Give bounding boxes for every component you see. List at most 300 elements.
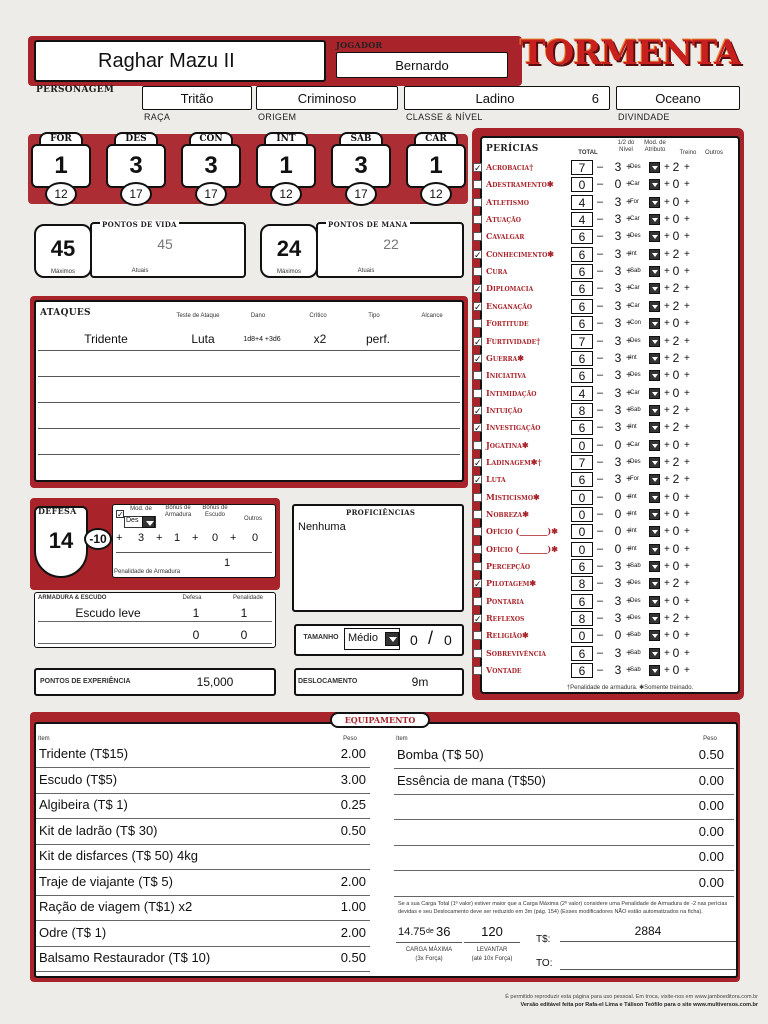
skill-trained-checkbox[interactable] [473, 545, 482, 554]
defense-check[interactable]: ✓ [117, 510, 124, 519]
skill-row[interactable] [472, 420, 724, 437]
skills-total-label: TOTAL [578, 150, 598, 156]
skill-trained-checkbox[interactable]: ✓ [474, 475, 482, 486]
chevron-down-icon[interactable] [649, 509, 660, 520]
skill-trained-checkbox[interactable]: ✓ [474, 614, 482, 625]
skill-row[interactable] [472, 524, 724, 541]
skill-trained-checkbox[interactable] [473, 180, 482, 189]
chevron-down-icon[interactable] [649, 526, 660, 537]
chevron-down-icon[interactable] [649, 665, 660, 676]
attribute-score[interactable]: 17 [120, 182, 152, 206]
plus-sign: + [626, 630, 632, 642]
minus-sign: – [597, 213, 604, 226]
equipment-item-weight[interactable]: 0.00 [698, 849, 724, 864]
skill-trained-checkbox[interactable]: ✓ [474, 423, 482, 434]
skill-trained-checkbox[interactable]: ✓ [474, 336, 482, 347]
skill-attr[interactable]: Sab [630, 632, 641, 639]
race-field[interactable] [142, 86, 252, 110]
skill-attr[interactable]: Des [630, 233, 641, 240]
skill-row[interactable] [472, 507, 724, 524]
skill-row[interactable] [472, 611, 724, 628]
plus-sign: + [664, 561, 670, 573]
skill-trained-checkbox[interactable] [473, 319, 482, 328]
equipment-row[interactable] [394, 794, 734, 820]
skill-row[interactable] [472, 403, 724, 420]
equipment-item-weight[interactable]: 0.00 [698, 798, 724, 813]
armor-penalty[interactable]: 1 [240, 606, 248, 620]
skill-row[interactable] [472, 247, 724, 264]
equipment-row[interactable] [36, 921, 370, 947]
skill-row[interactable] [472, 177, 724, 194]
skill-trained-checkbox[interactable] [473, 198, 482, 207]
chevron-down-icon[interactable] [649, 578, 660, 589]
skill-training[interactable]: 0 [672, 507, 680, 521]
skill-half-level: 3 [614, 559, 622, 574]
skill-row[interactable] [472, 160, 724, 177]
chevron-down-icon[interactable] [649, 370, 660, 381]
defense-shield[interactable] [34, 506, 88, 578]
skill-row[interactable] [472, 351, 724, 368]
equipment-item-weight[interactable]: 3.00 [340, 771, 366, 787]
equipment-row[interactable] [36, 768, 370, 794]
skill-trained-checkbox[interactable] [473, 597, 482, 606]
chevron-down-icon[interactable] [649, 405, 660, 416]
skill-half-level: 3 [614, 576, 622, 591]
equipment-row[interactable] [36, 819, 370, 845]
skill-row[interactable] [472, 386, 724, 403]
skill-trained-checkbox[interactable]: ✓ [474, 163, 482, 173]
chevron-down-icon[interactable] [649, 197, 660, 208]
skill-row[interactable] [472, 542, 724, 559]
minus-sign: – [597, 455, 604, 468]
skill-training[interactable]: 0 [672, 559, 680, 574]
attribute-sab[interactable] [331, 132, 391, 214]
plus-sign: + [684, 179, 690, 191]
skill-trained-checkbox[interactable] [473, 371, 482, 380]
equipment-row[interactable] [394, 820, 734, 846]
lift[interactable]: 120 [481, 924, 503, 939]
skill-attr[interactable]: Int [630, 545, 637, 552]
skill-attr[interactable]: Des [630, 458, 641, 465]
skill-trained-checkbox[interactable] [473, 631, 482, 640]
plus-sign: + [626, 422, 632, 434]
skill-training[interactable]: 0 [672, 229, 680, 244]
character-name-box[interactable] [34, 40, 326, 82]
attribute-value[interactable]: 3 [106, 144, 166, 188]
skill-trained-checkbox[interactable]: ✓ [474, 405, 482, 416]
attribute-con[interactable] [181, 132, 241, 214]
skill-training[interactable]: 0 [672, 385, 680, 400]
skill-trained-checkbox[interactable] [473, 389, 482, 398]
skill-attr[interactable]: Int [630, 354, 637, 361]
skill-trained-checkbox[interactable] [473, 441, 482, 450]
skill-row[interactable] [472, 628, 724, 645]
skill-trained-checkbox[interactable]: ✓ [474, 579, 482, 590]
skill-training[interactable]: 0 [672, 663, 680, 678]
equipment-item-name[interactable]: Algibeira (T$ 1) [39, 797, 128, 812]
deity-value: Oceano [655, 91, 701, 106]
skill-attr[interactable]: Sab [630, 649, 641, 656]
chevron-down-icon[interactable] [649, 318, 660, 329]
skill-row[interactable] [472, 472, 724, 489]
skill-attr[interactable]: Int [630, 250, 637, 257]
equipment-item-name[interactable]: Kit de disfarces (T$ 50) 4kg [39, 848, 198, 863]
total-load[interactable]: 14.75 [398, 926, 426, 938]
skill-training[interactable]: 0 [672, 628, 680, 643]
skill-attr[interactable]: Int [630, 528, 637, 535]
equipment-row[interactable] [394, 743, 734, 769]
size-label: TAMANHO [303, 634, 339, 641]
skill-attr[interactable]: Sab [630, 667, 641, 674]
equipment-item-name[interactable]: Ração de viagem (T$1) x2 [39, 899, 193, 914]
mp-current[interactable]: 22 [383, 236, 399, 252]
skill-name: Jogatina✱ [486, 439, 529, 450]
others-label: Outros [243, 516, 262, 522]
skill-attr[interactable]: Des [630, 615, 641, 622]
skill-training[interactable]: 2 [672, 611, 680, 626]
skill-row[interactable] [472, 438, 724, 455]
skill-training[interactable]: 0 [672, 593, 680, 608]
armor-row[interactable] [38, 626, 272, 644]
skill-row[interactable] [472, 264, 724, 281]
armor-defense[interactable]: 1 [192, 606, 200, 620]
skill-attr[interactable]: Car [630, 285, 640, 292]
attribute-score[interactable]: 12 [270, 182, 302, 206]
skill-training[interactable]: 0 [672, 264, 680, 279]
defense-others[interactable]: 0 [252, 532, 259, 544]
xp-value[interactable]: 15,000 [196, 675, 234, 689]
skill-row[interactable] [472, 195, 724, 212]
skill-training[interactable]: 0 [672, 194, 680, 209]
attack-header-damage: Dano [250, 313, 266, 319]
attribute-int[interactable] [256, 132, 316, 214]
skill-attr[interactable]: Car [630, 389, 640, 396]
skill-name: Misticismo✱ [486, 491, 540, 502]
chevron-down-icon[interactable] [649, 214, 660, 225]
chevron-down-icon[interactable] [649, 648, 660, 659]
defense-attr-select[interactable] [124, 516, 156, 528]
skill-total: 6 [571, 559, 593, 574]
skill-half-level: 3 [614, 194, 622, 209]
equipment-item-weight[interactable]: 0.25 [340, 797, 366, 812]
skill-training[interactable]: 0 [672, 541, 680, 556]
attack-test[interactable]: Luta [191, 332, 215, 346]
to-value[interactable] [560, 952, 736, 970]
equipment-row[interactable] [36, 870, 370, 896]
skill-training[interactable]: 0 [672, 212, 680, 227]
skill-row[interactable] [472, 212, 724, 229]
armor-penalty[interactable]: 0 [240, 628, 248, 642]
equipment-row[interactable] [36, 844, 370, 870]
skill-attr[interactable]: Des [630, 372, 641, 379]
skills-footnote: †Penalidade de armadura. ✱Somente treinado. [566, 685, 694, 691]
equipment-item-weight[interactable]: 0.00 [698, 772, 724, 788]
skill-trained-checkbox[interactable]: ✓ [474, 457, 482, 468]
chevron-down-icon[interactable] [649, 613, 660, 624]
skill-total: 8 [571, 576, 593, 591]
equipment-item-weight[interactable]: 0.50 [340, 822, 366, 838]
attack-name[interactable]: Tridente [84, 332, 128, 346]
attribute-value[interactable]: 3 [331, 144, 391, 188]
plus-sign: + [626, 231, 632, 243]
mp-max-box[interactable] [260, 224, 318, 278]
plus-sign: + [626, 196, 632, 208]
equipment-item-weight[interactable]: 2.00 [340, 746, 366, 761]
skill-row[interactable] [472, 368, 724, 385]
chevron-down-icon[interactable] [649, 249, 660, 260]
skill-attr[interactable]: Car [630, 302, 640, 309]
skill-trained-checkbox[interactable] [473, 267, 482, 276]
equipment-item-name[interactable]: Traje de viajante (T$ 5) [39, 873, 173, 889]
equipment-row[interactable] [394, 845, 734, 871]
hp-current[interactable]: 45 [157, 236, 173, 252]
equipment-item-name[interactable]: Balsamo Restaurador (T$ 10) [39, 950, 211, 965]
plus-sign: + [664, 509, 670, 520]
skill-row[interactable] [472, 576, 724, 593]
equipment-row[interactable] [394, 769, 734, 795]
equipment-row[interactable] [36, 742, 370, 768]
minus-sign: – [597, 490, 604, 503]
plus-sign: + [626, 439, 632, 451]
skill-training[interactable]: 2 [672, 160, 680, 174]
skill-row[interactable] [472, 334, 724, 351]
attribute-score[interactable]: 17 [195, 182, 227, 206]
skill-trained-checkbox[interactable]: ✓ [474, 353, 482, 364]
skill-name: Sobrevivência [486, 647, 547, 658]
skill-attr[interactable]: Int [630, 511, 637, 517]
skill-training[interactable]: 0 [672, 645, 680, 660]
equipment-item-name[interactable]: Kit de ladrão (T$ 30) [39, 822, 158, 838]
movement-value[interactable]: 9m [411, 675, 429, 689]
skill-trained-checkbox[interactable] [473, 649, 482, 658]
attack-damage[interactable]: 1d8+4 +3d6 [243, 336, 281, 343]
skill-training[interactable]: 0 [672, 524, 680, 539]
attribute-for[interactable] [31, 132, 91, 214]
skill-training[interactable]: 2 [672, 281, 680, 296]
chevron-down-icon[interactable] [649, 492, 660, 503]
attack-type[interactable]: perf. [365, 332, 390, 346]
skill-row[interactable] [472, 316, 724, 333]
chevron-down-icon[interactable] [649, 457, 660, 468]
skill-trained-checkbox[interactable] [473, 562, 482, 571]
skill-row[interactable] [472, 663, 724, 680]
size-select[interactable] [344, 628, 400, 650]
chevron-down-icon[interactable] [649, 179, 660, 190]
tormenta-logo: TORMENTA [520, 33, 740, 73]
attack-header-test: Teste de Ataque [176, 313, 220, 319]
hp-max-box[interactable] [34, 224, 92, 278]
chevron-down-icon[interactable] [649, 162, 660, 173]
skill-training[interactable]: 2 [672, 420, 680, 435]
plus-sign: + [626, 613, 632, 625]
chevron-down-icon[interactable] [649, 544, 660, 555]
skills-half-label: 1/2 do Nível [617, 140, 635, 153]
attribute-score[interactable]: 17 [345, 182, 377, 206]
chevron-down-icon[interactable] [649, 266, 660, 277]
mp-max: 24 [276, 236, 302, 261]
skill-half-level: 0 [614, 628, 622, 643]
armor-name[interactable]: Escudo leve [75, 606, 141, 620]
size-b[interactable]: 0 [444, 632, 452, 648]
chevron-down-icon[interactable] [649, 336, 660, 347]
equipment-item-weight[interactable]: 0.50 [698, 747, 724, 762]
max-load[interactable]: 36 [436, 924, 451, 939]
equipment-item-name[interactable]: Bomba (T$ 50) [397, 747, 484, 762]
skill-training[interactable]: 2 [672, 576, 680, 591]
skill-name: Percepção [486, 561, 531, 572]
skill-training[interactable]: 0 [672, 437, 680, 452]
skill-training[interactable]: 2 [672, 472, 680, 487]
equipment-row[interactable] [36, 793, 370, 819]
skill-row[interactable] [472, 646, 724, 663]
chevron-down-icon[interactable] [649, 301, 660, 312]
skill-training[interactable]: 2 [672, 454, 680, 469]
attribute-score[interactable]: 12 [420, 182, 452, 206]
skill-attr[interactable]: For [630, 198, 639, 205]
chevron-down-icon[interactable] [649, 283, 660, 294]
equipment-row[interactable] [394, 871, 734, 897]
chevron-down-icon[interactable] [649, 440, 660, 451]
attribute-value[interactable]: 1 [31, 144, 91, 188]
plus-sign: + [664, 491, 670, 503]
chevron-down-icon[interactable] [649, 561, 660, 572]
equipment-item-weight[interactable]: 0.50 [340, 950, 366, 965]
skill-trained-checkbox[interactable]: ✓ [474, 301, 482, 312]
equipment-item-weight[interactable]: 2.00 [340, 873, 366, 889]
skill-name: Fortitude [486, 318, 529, 329]
equipment-item-weight[interactable]: 0.00 [698, 874, 724, 890]
skill-attr[interactable]: Int [630, 424, 637, 431]
equipment-item-name[interactable]: Essência de mana (T$50) [397, 772, 546, 788]
origin-field[interactable] [256, 86, 398, 110]
skill-training[interactable]: 2 [672, 402, 680, 417]
equipment-item-name[interactable]: Tridente (T$15) [39, 746, 129, 761]
minus-sign: – [597, 351, 604, 364]
equipment-item-name[interactable]: Odre (T$ 1) [39, 924, 107, 940]
attribute-value[interactable]: 3 [181, 144, 241, 188]
attack-row[interactable] [38, 330, 460, 350]
equipment-item-name[interactable]: Escudo (T$5) [39, 771, 118, 787]
chevron-down-icon[interactable] [649, 231, 660, 242]
attribute-value[interactable]: 1 [256, 144, 316, 188]
skill-name: Pontaria [486, 595, 524, 606]
defense-armor-penalty[interactable]: 1 [224, 557, 231, 569]
deity-field[interactable] [616, 86, 740, 110]
skill-training[interactable]: 2 [672, 246, 680, 261]
chevron-down-icon[interactable] [649, 388, 660, 399]
skill-trained-checkbox[interactable]: ✓ [474, 249, 482, 260]
player-field[interactable] [336, 52, 508, 78]
skill-attr[interactable]: For [630, 476, 639, 483]
skill-row[interactable] [472, 490, 724, 507]
attribute-value[interactable]: 1 [406, 144, 466, 188]
skill-training[interactable]: 0 [672, 489, 680, 504]
skill-training[interactable]: 2 [672, 350, 680, 365]
equipment-row[interactable] [36, 895, 370, 921]
skill-attr[interactable]: Des [630, 597, 641, 604]
skill-training[interactable]: 0 [672, 177, 680, 192]
skill-trained-checkbox[interactable] [473, 666, 482, 675]
attribute-car[interactable] [406, 132, 466, 214]
skill-row[interactable] [472, 299, 724, 316]
armor-row[interactable] [38, 604, 272, 622]
skill-row[interactable] [472, 594, 724, 611]
chevron-down-icon[interactable] [649, 630, 660, 641]
defense-shield-bonus[interactable]: 0 [212, 532, 219, 544]
proficiencies-text[interactable]: Nenhuma [298, 521, 346, 533]
attribute-des[interactable] [106, 132, 166, 214]
chevron-down-icon[interactable] [649, 422, 660, 433]
plus-sign: + [684, 613, 690, 625]
equip-weight-label-right: Peso [703, 736, 717, 742]
movement-label: DESLOCAMENTO [298, 678, 358, 685]
skill-row[interactable] [472, 281, 724, 298]
skill-trained-checkbox[interactable] [473, 232, 482, 241]
defense-attr-mod[interactable]: 3 [138, 532, 145, 544]
skill-training[interactable]: 2 [672, 298, 680, 313]
skill-total: 8 [571, 403, 593, 418]
attack-critical[interactable]: x2 [313, 332, 327, 346]
skill-attr[interactable]: Des [630, 580, 641, 587]
skill-row[interactable] [472, 229, 724, 246]
plus-sign: + [664, 474, 670, 486]
defense-total: 14 [48, 528, 74, 553]
skill-attr[interactable]: Sab [630, 268, 641, 275]
skill-attr[interactable]: Car [630, 441, 640, 448]
skill-attr[interactable]: Sab [630, 563, 641, 570]
chevron-down-icon[interactable] [649, 353, 660, 364]
skill-attr[interactable]: Des [630, 164, 641, 170]
skill-total: 0 [571, 507, 593, 522]
skill-training[interactable]: 0 [672, 368, 680, 383]
equipment-item-weight[interactable]: 2.00 [340, 924, 366, 940]
skill-trained-checkbox[interactable] [473, 510, 482, 519]
skill-row[interactable] [472, 559, 724, 576]
equipment-row[interactable] [36, 946, 370, 972]
armor-bonus-label: Bônus de Armadura [164, 505, 192, 518]
skill-attr[interactable]: Des [630, 337, 641, 344]
chevron-down-icon[interactable] [649, 474, 660, 485]
skill-training[interactable]: 2 [672, 333, 680, 348]
hp-max: 45 [50, 236, 76, 261]
skill-training[interactable]: 0 [672, 316, 680, 331]
equipment-item-weight[interactable]: 0.00 [698, 823, 724, 839]
skill-trained-checkbox[interactable] [473, 527, 482, 536]
defense-armor-bonus[interactable]: 1 [174, 532, 181, 544]
chevron-down-icon[interactable] [649, 596, 660, 607]
minus-sign: – [597, 421, 604, 434]
skill-trained-checkbox[interactable]: ✓ [474, 284, 482, 295]
skill-attr[interactable]: Sab [630, 406, 641, 413]
skill-attr[interactable]: Car [630, 181, 640, 188]
skill-trained-checkbox[interactable] [473, 215, 482, 224]
plus-sign: + [626, 248, 632, 260]
skill-attr[interactable]: Int [630, 493, 637, 500]
skill-name: Acrobacia† [486, 162, 534, 172]
size-a[interactable]: 0 [410, 632, 418, 648]
armor-defense[interactable]: 0 [192, 628, 200, 642]
class-field[interactable] [404, 86, 610, 110]
attribute-score[interactable]: 12 [45, 182, 77, 206]
skill-row[interactable] [472, 455, 724, 472]
attribute-abbr: DES [114, 132, 158, 146]
skill-attr[interactable]: Car [630, 216, 640, 223]
skill-attr[interactable]: Con [630, 320, 642, 327]
equipment-item-weight[interactable]: 1.00 [340, 899, 366, 914]
skill-trained-checkbox[interactable] [473, 493, 482, 502]
ts-value[interactable]: 2884 [560, 924, 736, 942]
plus-sign: + [684, 231, 690, 243]
